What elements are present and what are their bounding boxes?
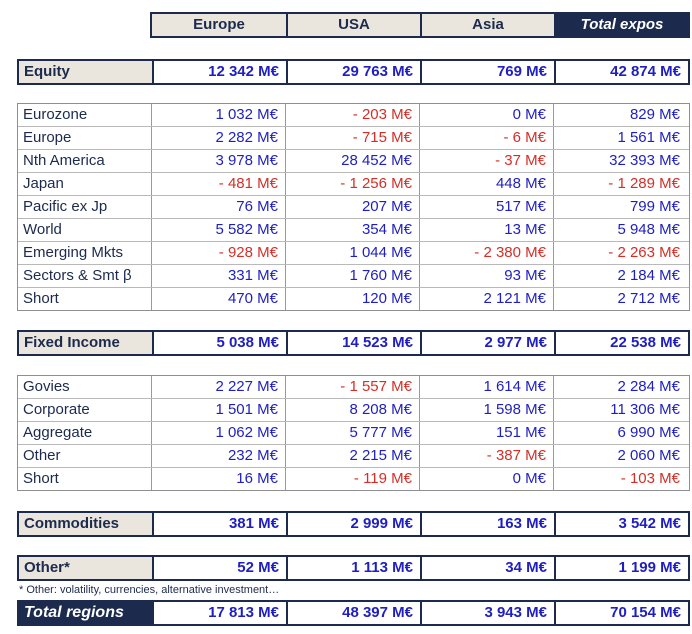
equity-asia-value: 769 M€ [420, 61, 554, 83]
other-summary-row [17, 555, 690, 581]
value-cell: 331 M€ [151, 265, 285, 287]
value-cell: 2 282 M€ [151, 127, 285, 149]
row-label: Europe [18, 127, 151, 149]
commodities-summary-row [17, 511, 690, 537]
row-label: Emerging Mkts [18, 242, 151, 264]
value-cell: 2 121 M€ [419, 288, 553, 310]
value-cell: - 1 289 M€ [553, 173, 687, 195]
value-cell: 5 948 M€ [553, 219, 687, 241]
total-total-value: 70 154 M€ [554, 602, 688, 624]
value-cell: 0 M€ [419, 104, 553, 126]
value-cell: 3 978 M€ [151, 150, 285, 172]
value-cell: - 387 M€ [419, 445, 553, 467]
table-row-aggregate [18, 421, 689, 444]
value-cell: 8 208 M€ [285, 399, 419, 421]
equity-detail-table [17, 103, 690, 311]
table-row-world [18, 218, 689, 241]
value-cell: 799 M€ [553, 196, 687, 218]
value-cell: - 119 M€ [285, 468, 419, 490]
table-row-nth-america [18, 149, 689, 172]
value-cell: 1 044 M€ [285, 242, 419, 264]
fixed-income-total-value: 22 538 M€ [554, 332, 688, 354]
value-cell: 1 032 M€ [151, 104, 285, 126]
row-label: Aggregate [18, 422, 151, 444]
value-cell: 1 062 M€ [151, 422, 285, 444]
table-row-fi-other [18, 444, 689, 467]
value-cell: 829 M€ [553, 104, 687, 126]
row-label: Eurozone [18, 104, 151, 126]
total-usa-value: 48 397 M€ [286, 602, 420, 624]
table-row-fi-short [18, 467, 689, 490]
row-label: Short [18, 468, 151, 490]
value-cell: - 1 557 M€ [285, 376, 419, 398]
value-cell: 1 614 M€ [419, 376, 553, 398]
value-cell: - 928 M€ [151, 242, 285, 264]
value-cell: 2 215 M€ [285, 445, 419, 467]
value-cell: 2 060 M€ [553, 445, 687, 467]
table-row-europe [18, 126, 689, 149]
other-europe-value: 52 M€ [152, 557, 286, 579]
table-row-emerging-mkts [18, 241, 689, 264]
column-header-row [17, 12, 690, 38]
fixed-income-europe-value: 5 038 M€ [152, 332, 286, 354]
value-cell: 6 990 M€ [553, 422, 687, 444]
value-cell: - 103 M€ [553, 468, 687, 490]
value-cell: 93 M€ [419, 265, 553, 287]
equity-usa-value: 29 763 M€ [286, 61, 420, 83]
other-usa-value: 1 113 M€ [286, 557, 420, 579]
commodities-total-value: 3 542 M€ [554, 513, 688, 535]
value-cell: - 6 M€ [419, 127, 553, 149]
other-footnote: * Other: volatility, currencies, alternative investment… [19, 584, 280, 596]
row-label: Corporate [18, 399, 151, 421]
value-cell: 1 598 M€ [419, 399, 553, 421]
value-cell: 354 M€ [285, 219, 419, 241]
table-row-sectors-smart-beta [18, 264, 689, 287]
column-header-asia: Asia [420, 14, 554, 36]
value-cell: - 37 M€ [419, 150, 553, 172]
table-row-japan [18, 172, 689, 195]
value-cell: 28 452 M€ [285, 150, 419, 172]
value-cell: 5 582 M€ [151, 219, 285, 241]
value-cell: - 2 380 M€ [419, 242, 553, 264]
equity-total-value: 42 874 M€ [554, 61, 688, 83]
header-spacer [17, 12, 150, 38]
value-cell: 2 712 M€ [553, 288, 687, 310]
value-cell: - 481 M€ [151, 173, 285, 195]
row-label: Pacific ex Jp [18, 196, 151, 218]
other-asia-value: 34 M€ [420, 557, 554, 579]
value-cell: 120 M€ [285, 288, 419, 310]
row-label: Short [18, 288, 151, 310]
value-cell: 5 777 M€ [285, 422, 419, 444]
row-label: Govies [18, 376, 151, 398]
value-cell: - 1 256 M€ [285, 173, 419, 195]
value-cell: 517 M€ [419, 196, 553, 218]
total-regions-row [17, 600, 690, 626]
equity-europe-value: 12 342 M€ [152, 61, 286, 83]
row-label: Other [18, 445, 151, 467]
value-cell: - 2 263 M€ [553, 242, 687, 264]
value-cell: 16 M€ [151, 468, 285, 490]
value-cell: 470 M€ [151, 288, 285, 310]
total-asia-value: 3 943 M€ [420, 602, 554, 624]
value-cell: 2 227 M€ [151, 376, 285, 398]
value-cell: 448 M€ [419, 173, 553, 195]
total-europe-value: 17 813 M€ [152, 602, 286, 624]
row-label: World [18, 219, 151, 241]
commodities-label: Commodities [19, 513, 152, 535]
row-label: Nth America [18, 150, 151, 172]
column-header-europe: Europe [152, 14, 286, 36]
fixed-income-detail-table [17, 375, 690, 491]
value-cell: 232 M€ [151, 445, 285, 467]
table-row-equity-short [18, 287, 689, 310]
other-label: Other* [19, 557, 152, 579]
column-header-usa: USA [286, 14, 420, 36]
equity-label: Equity [19, 61, 152, 83]
row-label: Japan [18, 173, 151, 195]
other-total-value: 1 199 M€ [554, 557, 688, 579]
value-cell: 11 306 M€ [553, 399, 687, 421]
value-cell: 1 760 M€ [285, 265, 419, 287]
value-cell: 207 M€ [285, 196, 419, 218]
fixed-income-usa-value: 14 523 M€ [286, 332, 420, 354]
value-cell: 2 184 M€ [553, 265, 687, 287]
table-row-eurozone [18, 104, 689, 126]
total-regions-label: Total regions [19, 602, 152, 624]
table-row-pacific-ex-jp [18, 195, 689, 218]
value-cell: 13 M€ [419, 219, 553, 241]
commodities-usa-value: 2 999 M€ [286, 513, 420, 535]
commodities-europe-value: 381 M€ [152, 513, 286, 535]
value-cell: 2 284 M€ [553, 376, 687, 398]
value-cell: 1 501 M€ [151, 399, 285, 421]
value-cell: 32 393 M€ [553, 150, 687, 172]
value-cell: - 203 M€ [285, 104, 419, 126]
value-cell: 1 561 M€ [553, 127, 687, 149]
equity-summary-row [17, 59, 690, 85]
commodities-asia-value: 163 M€ [420, 513, 554, 535]
fixed-income-summary-row [17, 330, 690, 356]
value-cell: 151 M€ [419, 422, 553, 444]
table-row-govies [18, 376, 689, 398]
value-cell: 0 M€ [419, 468, 553, 490]
row-label: Sectors & Smt β [18, 265, 151, 287]
fixed-income-asia-value: 2 977 M€ [420, 332, 554, 354]
fixed-income-label: Fixed Income [19, 332, 152, 354]
value-cell: 76 M€ [151, 196, 285, 218]
column-header-group [150, 12, 690, 38]
table-row-corporate [18, 398, 689, 421]
value-cell: - 715 M€ [285, 127, 419, 149]
report-content [17, 12, 690, 626]
column-header-total-expos: Total expos [554, 14, 688, 36]
